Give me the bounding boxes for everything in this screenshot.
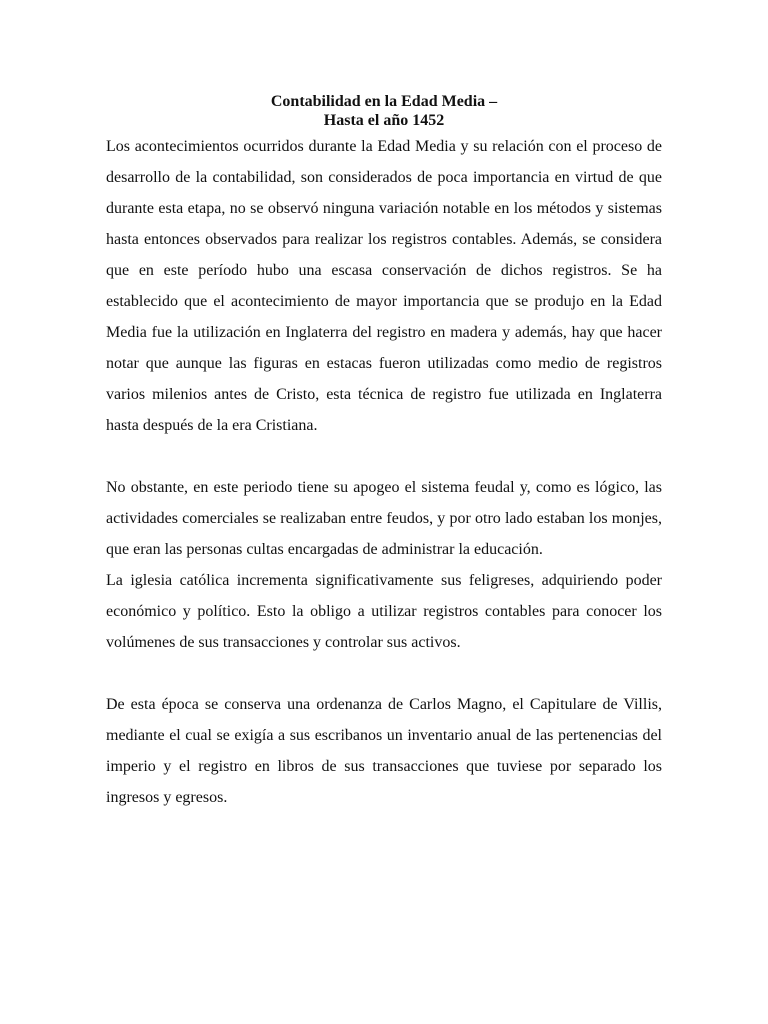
title-line-1: Contabilidad en la Edad Media – — [270, 93, 498, 110]
document-page — [106, 92, 662, 813]
document-title — [106, 92, 662, 130]
paragraph-3: La iglesia católica incrementa significativamente sus feligreses, adquiriendo poder económico y político. Esto la obligo a utilizar registros contables para conocer los volúmenes de sus transacciones y controlar sus activos. — [106, 572, 662, 651]
paragraph-4: De esta época se conserva una ordenanza de Carlos Magno, el Capitulare de Villis, mediante el cual se exigía a sus escribanos un inventario anual de las pertenencias del imperio y el registro en libros de sus transacciones que tuviese por separado los ingresos y egresos. — [106, 696, 662, 806]
paragraph-2: No obstante, en este periodo tiene su apogeo el sistema feudal y, como es lógico, las actividades comerciales se realizaban entre feudos, y por otro lado estaban los monjes, que eran las personas cultas encargadas de administrar la educación. — [106, 479, 662, 558]
title-line-2: Hasta el año 1452 — [323, 112, 445, 129]
paragraph-1: Los acontecimientos ocurridos durante la Edad Media y su relación con el proceso de desarrollo de la contabilidad, son considerados de poca importancia en virtud de que durante esta etapa, no se observó ninguna variación notable en los métodos y sistemas hasta entonces observados para realizar los registros contables. Además, se considera que en este período hubo una escasa conservación de dichos registros. Se ha establecido que el acontecimiento de mayor importancia que se produjo en la Edad Media fue la utilización en Inglaterra del registro en madera y además, hay que hacer notar que aunque las figuras en estacas fueron utilizadas como medio de registros varios milenios antes de Cristo, esta técnica de registro fue utilizada en Inglaterra hasta después de la era Cristiana. — [106, 138, 662, 434]
